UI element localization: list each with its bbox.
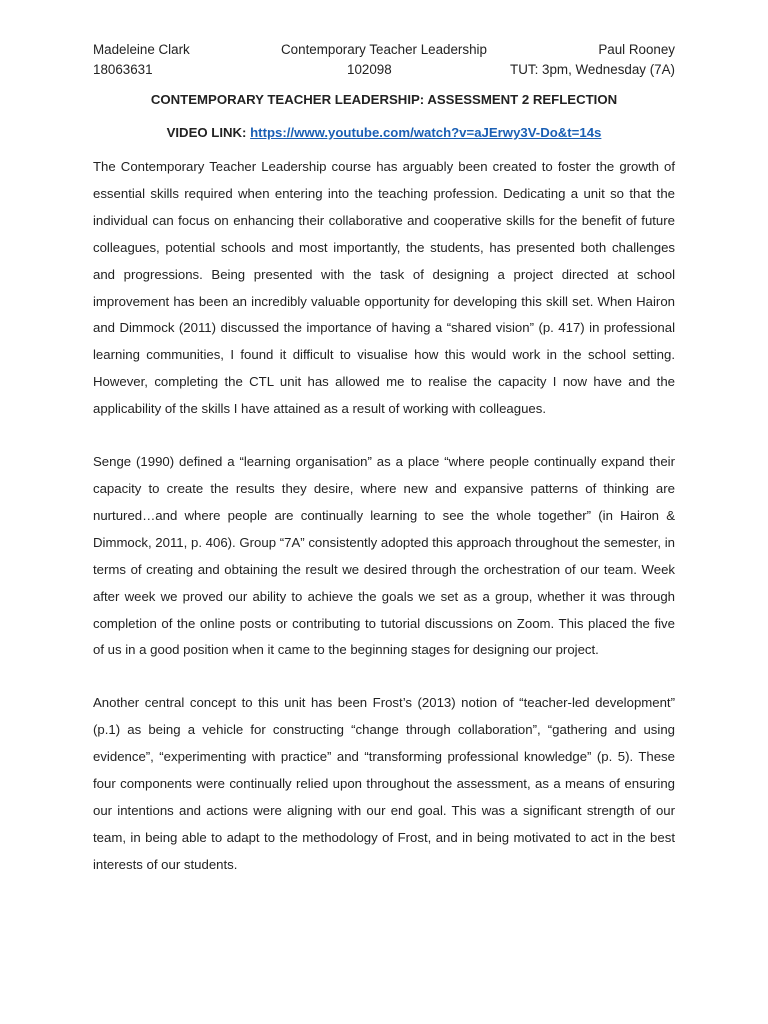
- header-tutorial: TUT: 3pm, Wednesday (7A): [510, 62, 675, 77]
- paragraph-1: The Contemporary Teacher Leadership course has arguably been created to foster the growth of essential skills required when entering into the teaching profession. Dedicating a unit so that the individual can focus on enhancing their collaborative and cooperative skills for the benefit of future colleagues, potential schools and most importantly, the students, has presented both challenges and progressions. Being presented with the task of designing a project directed at school improvement has been an incredibly valuable opportunity for developing this skill set. When Hairon and Dimmock (2011) discussed the importance of having a “shared vision” (p. 417) in professional learning communities, I found it difficult to visualise how this would work in the school setting. However, completing the CTL unit has allowed me to realise the capacity I now have and the applicability of the skills I have attained as a result of working with colleagues.: [93, 159, 675, 417]
- header-author: Madeleine Clark: [93, 42, 190, 57]
- video-link-line: [93, 123, 675, 143]
- document-page: [93, 40, 675, 879]
- paragraph-2: Senge (1990) defined a “learning organisation” as a place “where people continually expand their capacity to create the results they desire, where new and expansive patterns of thinking are nurtured…and where people are continually learning to see the whole together” (in Hairon & Dimmock, 2011, p. 406). Group “7A” consistently adopted this approach throughout the semester, in terms of creating and obtaining the result we desired through the orchestration of our team. Week after week we proved our ability to achieve the goals we set as a group, whether it was through completion of the online posts or contributing to tutorial discussions on Zoom. This placed the five of us in a good position when it came to the beginning stages for designing our project.: [93, 454, 675, 658]
- video-link-label: VIDEO LINK:: [166, 125, 251, 140]
- header-course: Contemporary Teacher Leadership: [281, 42, 487, 57]
- video-link[interactable]: https://www.youtube.com/watch?v=aJErwy3V-Do&t=14s: [250, 125, 602, 140]
- document-title: CONTEMPORARY TEACHER LEADERSHIP: ASSESSMENT 2 REFLECTION: [150, 92, 618, 107]
- header-unit-code: 102098: [347, 62, 392, 77]
- paragraph-3: Another central concept to this unit has been Frost’s (2013) notion of “teacher-led development” (p.1) as being a vehicle for constructing “change through collaboration”, “gathering and using evidence”, “experimenting with practice” and “transforming professional knowledge” (p. 5). These four components were continually relied upon throughout the assessment, as a means of ensuring our intentions and actions were aligning with our end goal. This was a significant strength of our team, in being able to adapt to the methodology of Frost, and in being motivated to act in the best interests of our students.: [93, 695, 675, 872]
- header-row-2: [93, 60, 675, 80]
- header-row-1: [93, 40, 675, 60]
- header-student-id: 18063631: [93, 62, 153, 77]
- header-tutor: Paul Rooney: [598, 42, 675, 57]
